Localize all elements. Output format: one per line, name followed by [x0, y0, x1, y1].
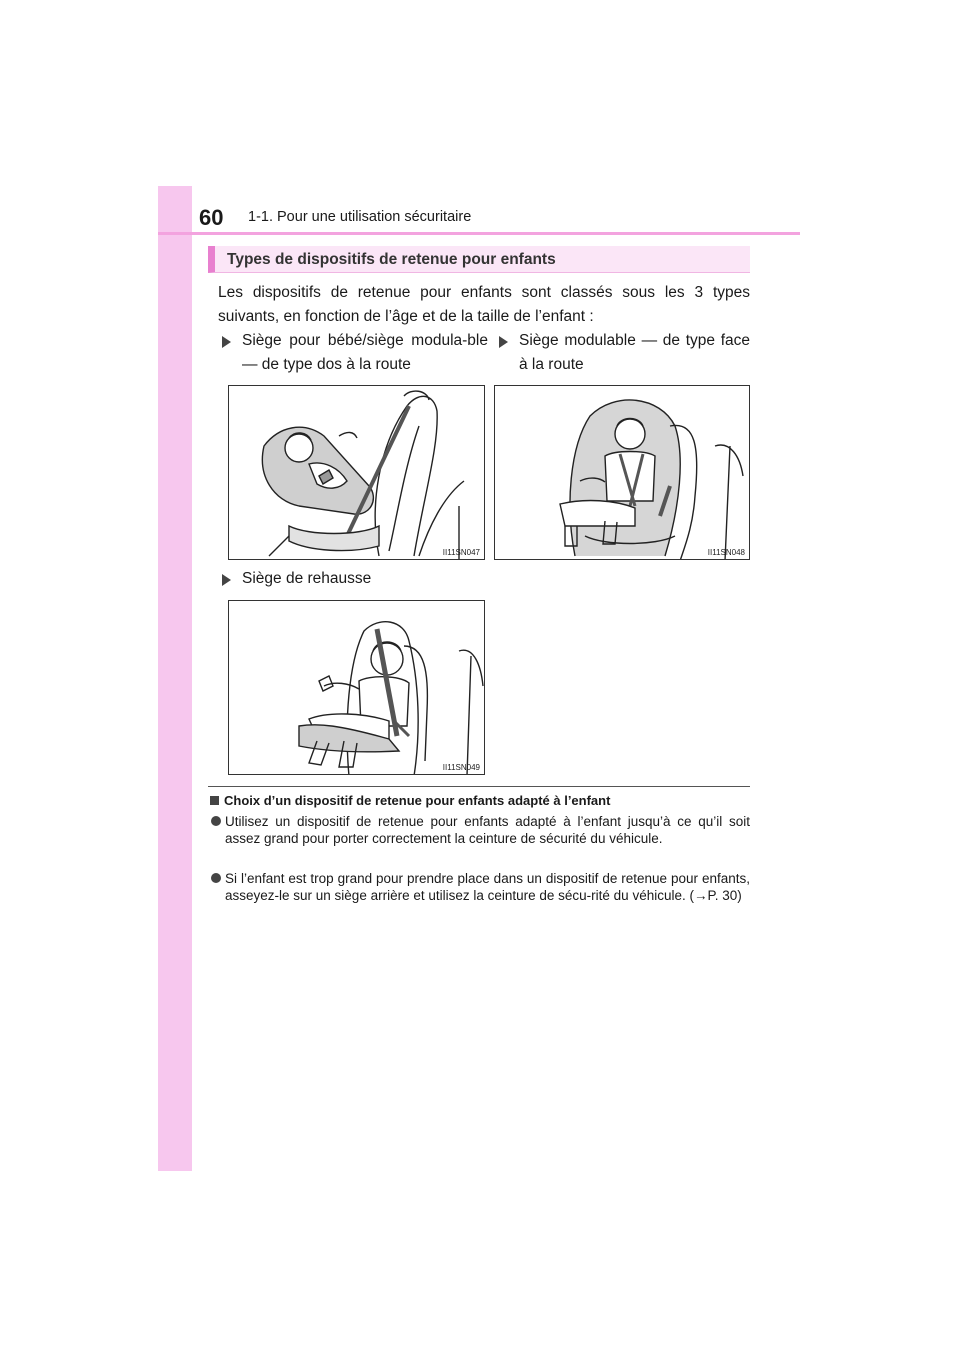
type-label-text: Siège modulable — de type face à la route	[519, 332, 750, 373]
page-number: 60	[199, 205, 224, 230]
type-label-text: Siège de rehausse	[242, 570, 372, 587]
choice-subtitle	[210, 793, 610, 808]
circle-bullet-icon	[211, 873, 221, 883]
rear-facing-seat-illustration	[229, 386, 485, 560]
arrow-bullet-icon	[499, 336, 508, 348]
type-label-rear-facing	[218, 329, 488, 377]
figure-code: II11SN047	[442, 548, 480, 557]
section-title: Types de dispositifs de retenue pour enfants	[227, 251, 556, 268]
header-rule	[158, 232, 800, 235]
type-label-booster-seat	[218, 567, 488, 591]
circle-bullet-icon	[211, 816, 221, 826]
figure-code: II11SN048	[707, 548, 745, 557]
arrow-bullet-icon	[222, 336, 231, 348]
square-bullet-icon	[210, 796, 219, 805]
figure-code: II11SN049	[442, 763, 480, 772]
forward-facing-seat-illustration	[495, 386, 750, 560]
booster-seat-illustration	[229, 601, 485, 775]
figure-rear-facing-seat	[228, 385, 485, 560]
figure-booster-seat	[228, 600, 485, 775]
type-label-text: Siège pour bébé/siège modula-ble — de type dos à la route	[242, 332, 488, 373]
figure-forward-facing-seat	[494, 385, 750, 560]
intro-paragraph: Les dispositifs de retenue pour enfants sont classés sous les 3 types suivants, en fonction de l’âge et de la taille de l’enfant :	[218, 284, 750, 325]
section-separator	[208, 786, 750, 787]
type-label-forward-facing	[495, 329, 750, 377]
choice-bullet-text: Utilisez un dispositif de retenue pour enfants adapté à l’enfant jusqu’à ce qu’il soit assez grand pour porter correctement la ceinture de sécurité du véhicule.	[225, 814, 750, 846]
choice-bullet-text: Si l’enfant est trop grand pour prendre place dans un dispositif de retenue pour enfants, asseyez-le sur un siège arrière et utilisez la ceinture de sécu-rité du véhicule. (→P. 30)	[225, 871, 750, 903]
chapter-title: 1-1. Pour une utilisation sécuritaire	[248, 209, 472, 225]
choice-bullet	[210, 870, 750, 904]
choice-title: Choix d’un dispositif de retenue pour enfants adapté à l’enfant	[224, 793, 611, 808]
section-title-bar	[208, 246, 750, 273]
arrow-bullet-icon	[222, 574, 231, 586]
choice-bullet	[210, 813, 750, 847]
chapter-sidebar-tab	[158, 186, 192, 1171]
